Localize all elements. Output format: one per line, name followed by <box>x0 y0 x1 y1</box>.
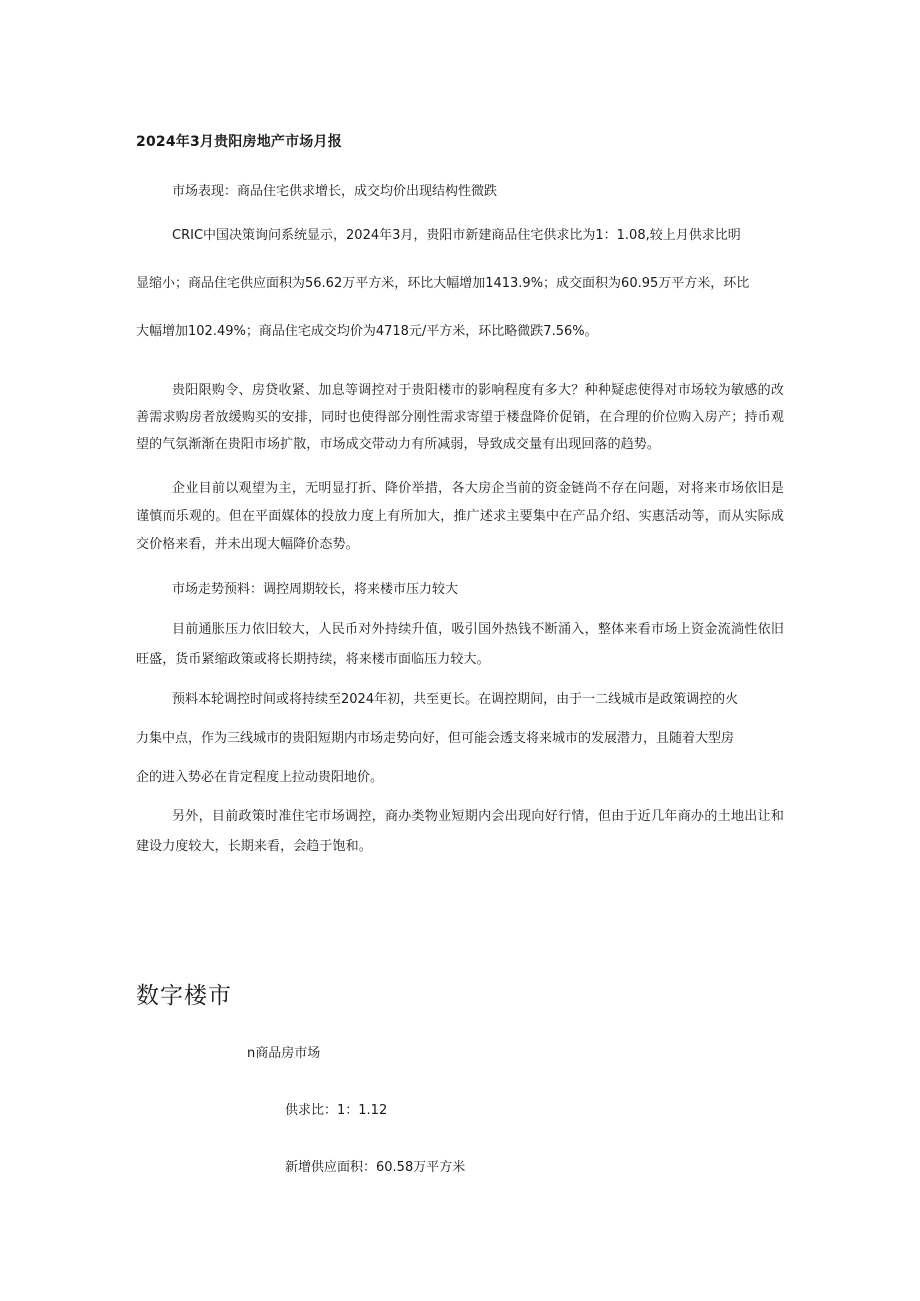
enterprise-paragraph: 企业目前以观望为主，无明显打折、降价举措，各大房企当前的资金链尚不存在问题，对将来市场依旧是谨慎而乐观的。但在平面媒体的投放力度上有所加大，推广述求主要集中在产品介绍、实惠活动等，而从实际成交价格来看，并未出现大幅降价态势。 <box>136 481 784 552</box>
forecast-paragraph-line-3: 企的进入势必在肯定程度上拉动贵阳地价。 <box>136 770 384 785</box>
forecast-paragraph-line-2: 力集中点，作为三线城市的贵阳短期内市场走势向好，但可能会透支将来城市的发展潜力，且随着大型房 <box>136 731 735 746</box>
cric-paragraph-line-1: CRIC中国决策询问系统显示，2024年3月，贵阳市新建商品住宅供求比为1：1.08,较上月供求比明 <box>172 228 741 243</box>
forecast-paragraph-line-1: 预料本轮调控时间或将持续至2024年初，共至更长。在调控期间，由于一二线城市是政策调控的火 <box>172 692 739 707</box>
cric-paragraph-line-2: 显缩小；商品住宅供应面积为56.62万平方米，环比大幅增加1413.9%；成交面积为60.95万平方米，环比 <box>136 276 750 291</box>
policy-impact-paragraph: 贵阳限购令、房贷收紧、加息等调控对于贵阳楼市的影响程度有多大？种种疑虑使得对市场较为敏感的改善需求购房者放缓购买的安排，同时也使得部分刚性需求寄望于楼盘降价促销，在合理的价位购入房产；持币观望的气氛渐渐在贵阳市场扩散，市场成交带动力有所减弱，导致成交量有出现回落的趋势。 <box>136 383 784 452</box>
cric-paragraph-line-3: 大幅增加102.49%；商品住宅成交均价为4718元/平方米，环比略微跌7.56%。 <box>136 324 598 339</box>
section-heading-forecast: 市场走势预料：调控周期较长，将来楼市压力较大 <box>172 582 459 597</box>
report-title: 2024年3月贵阳房地产市场月报 <box>136 134 342 150</box>
new-supply-area: 新增供应面积：60.58万平方米 <box>285 1160 466 1175</box>
section-heading-performance: 市场表现：商品住宅供求增长，成交均价出现结构性微跌 <box>172 184 498 199</box>
digital-market-heading: 数字楼市 <box>136 983 232 1009</box>
inflation-paragraph: 目前通胀压力依旧较大，人民币对外持续升值，吸引国外热钱不断涌入，整体来看市场上资金流淌性依旧旺盛，货币紧缩政策或将长期持续，将来楼市面临压力较大。 <box>136 622 784 667</box>
commercial-property-paragraph: 另外，目前政策时准住宅市场调控，商办类物业短期内会出现向好行情，但由于近几年商办的土地出让和建设力度较大，长期来看，会趋于饱和。 <box>136 809 784 854</box>
commodity-housing-market-label: n商品房市场 <box>247 1046 321 1061</box>
supply-demand-ratio: 供求比：1：1.12 <box>285 1103 388 1118</box>
